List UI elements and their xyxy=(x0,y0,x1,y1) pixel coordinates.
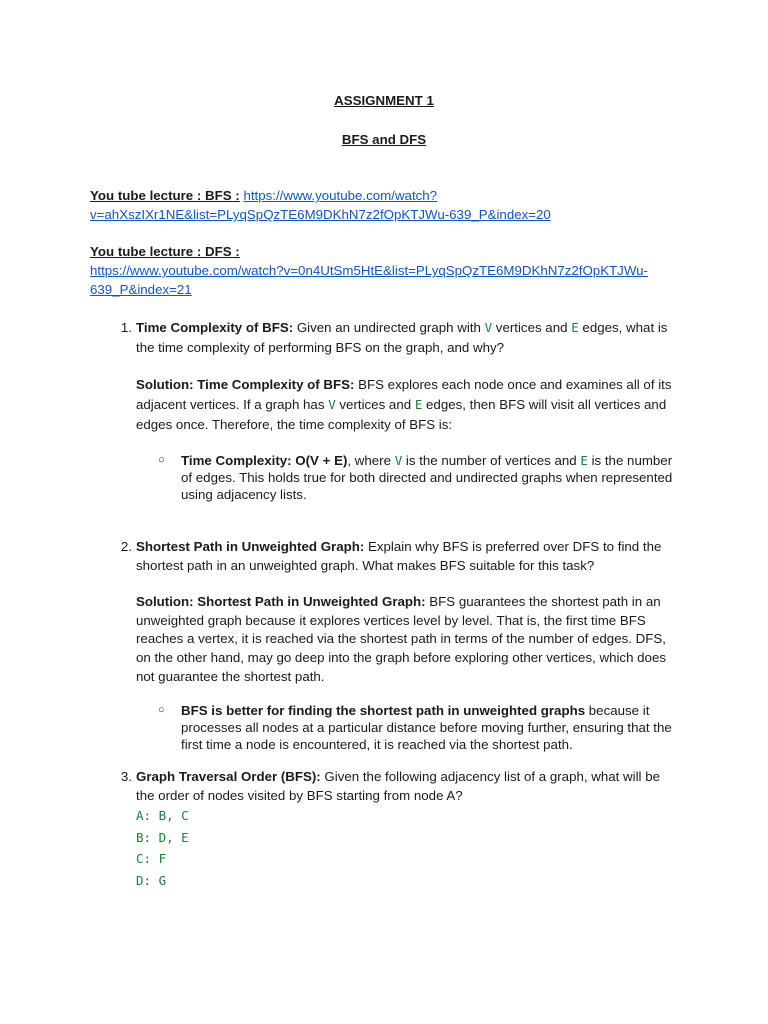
var-v: V xyxy=(328,397,336,412)
var-v: V xyxy=(484,320,493,335)
dfs-lecture-block xyxy=(90,242,690,299)
var-e: E xyxy=(414,397,423,412)
question-3-title: Graph Traversal Order (BFS): xyxy=(136,769,321,784)
solution-1: Solution: Time Complexity of BFS: BFS explores each node once and examines all of its adjacent vertices. If a graph has V vertices and E edges, then BFS will visit all vertices and edges once. Therefore, the time complexity of BFS is: xyxy=(136,377,672,432)
bfs-link-line2: v=ahXszIXr1NE&list=PLyqSpQzTE6M9DKhN7z2fOpKTJWu-639_P&index=20 xyxy=(90,207,551,222)
adjacency-line: C: F xyxy=(136,851,167,866)
question-2-text: Shortest Path in Unweighted Graph: Explain why BFS is preferred over DFS to find the shortest path in an unweighted graph. What makes BFS suitable for this task? xyxy=(136,539,662,573)
question-3-text: Graph Traversal Order (BFS): Given the following adjacency list of a graph, what will be the order of nodes visited by BFS starting from node A? xyxy=(136,769,660,803)
question-1 xyxy=(110,318,680,358)
bfs-lecture-label: You tube lecture : BFS : xyxy=(90,188,240,203)
bfs-link-line1: https://www.youtube.com/watch? xyxy=(243,188,438,203)
hollow-bullet-icon: ○ xyxy=(158,454,165,466)
adjacency-line: B: D, E xyxy=(136,829,189,845)
solution-2: Solution: Shortest Path in Unweighted Graph: BFS guarantees the shortest path in an unweighted graph because it explores vertices level by level. That is, the first time BFS reaches a vertex, it is reached via the shortest path in terms of the number of edges. DFS, on the other hand, may go deep into the graph before exploring other vertices, which does not guarantee the shortest path. xyxy=(136,594,666,684)
bullet-2 xyxy=(158,702,678,753)
question-3-number: 3. xyxy=(120,769,132,784)
solution-1-title: Solution: Time Complexity of BFS: xyxy=(136,377,355,392)
question-1-number: 1. xyxy=(120,320,132,335)
page-subtitle: BFS and DFS xyxy=(341,132,427,147)
question-2-title: Shortest Path in Unweighted Graph: xyxy=(136,539,365,554)
bullet-2-bold: BFS is better for finding the shortest path in unweighted graphs xyxy=(181,703,586,718)
solution-2-title: Solution: Shortest Path in Unweighted Graph: xyxy=(136,594,426,609)
var-e: E xyxy=(580,453,588,468)
question-2 xyxy=(110,537,680,575)
dfs-lecture-link[interactable] xyxy=(90,263,648,297)
bullet-1-text: Time Complexity: O(V + E), where V is the number of vertices and E is the number of edges. This holds true for both directed and undirected graphs when represented using adjacency lists. xyxy=(181,453,673,502)
page-title: ASSIGNMENT 1 xyxy=(334,93,434,108)
question-1-title: Time Complexity of BFS: xyxy=(136,320,294,335)
var-e: E xyxy=(571,320,579,335)
question-3 xyxy=(110,767,680,805)
bullet-2-text: BFS is better for finding the shortest path in unweighted graphs because it processes all nodes at a particular distance before moving further, ensuring that the first time a node is encountered, it is reached via the shortest path. xyxy=(181,703,672,752)
dfs-link-line2: 639_P&index=21 xyxy=(90,282,192,297)
question-2-number: 2. xyxy=(120,539,132,554)
adjacency-list xyxy=(136,805,436,891)
hollow-bullet-icon: ○ xyxy=(158,704,165,716)
adjacency-line: D: G xyxy=(136,872,167,888)
adjacency-line: A: B, C xyxy=(136,808,189,823)
bullet-1-bold: Time Complexity: O(V + E) xyxy=(181,453,348,468)
dfs-link-line1: https://www.youtube.com/watch?v=0n4UtSm5HtE&list=PLyqSpQzTE6M9DKhN7z2fOpKTJWu- xyxy=(90,263,648,278)
dfs-lecture-label: You tube lecture : DFS : xyxy=(90,244,240,259)
bfs-lecture-block xyxy=(90,186,690,224)
bullet-1 xyxy=(158,452,678,503)
var-v: V xyxy=(394,453,403,468)
question-1-text: Time Complexity of BFS: Given an undirected graph with V vertices and E edges, what is the time complexity of performing BFS on the graph, and why? xyxy=(136,320,668,355)
